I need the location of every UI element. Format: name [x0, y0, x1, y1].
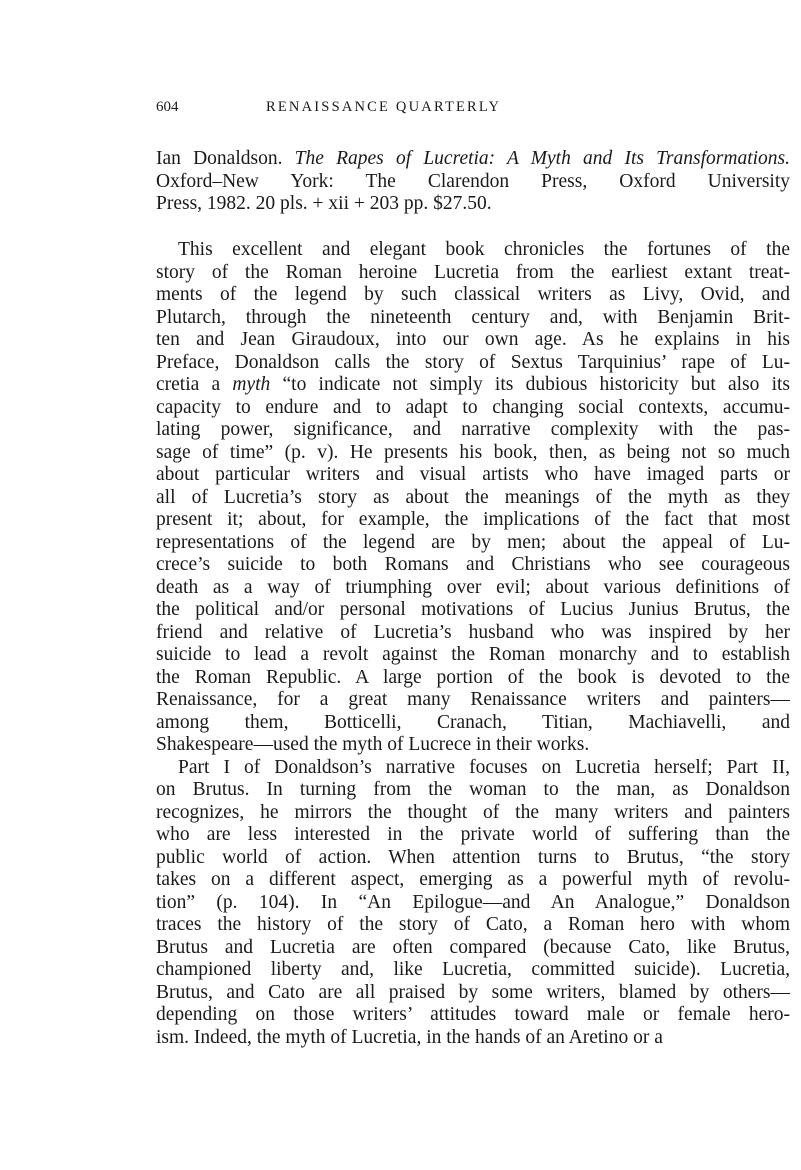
text-line: depending on those writers’ attitudes toward male or female hero- [156, 1004, 790, 1025]
running-title: RENAISSANCE QUARTERLY [266, 99, 502, 115]
text-line: about particular writers and visual artists who have imaged parts or [156, 464, 790, 485]
text-line: This excellent and elegant book chronicles the fortunes of the [178, 239, 790, 260]
text-line: present it; about, for example, the implications of the fact that most [156, 509, 790, 530]
book-citation [156, 148, 790, 216]
text-fragment: “to indicate not simply its dubious historicity but also its [282, 374, 790, 395]
text-line: the Roman Republic. A large portion of the book is devoted to the [156, 666, 790, 688]
text-line: recognizes, he mirrors the thought of the many writers and painters [156, 801, 790, 823]
citation-title: The Rapes of Lucretia: A Myth and Its Transformations. [294, 148, 790, 169]
text-line: Part I of Donaldson’s narrative focuses on Lucretia herself; Part II, [178, 756, 790, 778]
citation-author: Ian Donaldson. [156, 148, 283, 169]
citation-line [156, 148, 790, 171]
text-line: ism. Indeed, the myth of Lucretia, in the hands of an Aretino or a [156, 1026, 663, 1048]
page-number: 604 [156, 99, 179, 115]
text-line: capacity to endure and to adapt to changing social contexts, accumu- [156, 396, 790, 418]
text-line: representations of the legend are by men; about the appeal of Lu- [156, 531, 790, 553]
text-line: all of Lucretia’s story as about the meanings of the myth as they [156, 486, 790, 508]
text-line: story of the Roman heroine Lucretia from the earliest extant treat- [156, 261, 790, 283]
text-line: Shakespeare—used the myth of Lucrece in their works. [156, 734, 590, 755]
citation-line: Oxford–New York: The Clarendon Press, Oxford University [156, 170, 790, 192]
text-line: who are less interested in the private world of suffering than the [156, 824, 790, 845]
text-line: among them, Botticelli, Cranach, Titian, Machiavelli, and [156, 711, 790, 733]
italic-term: myth [232, 374, 271, 395]
text-line: tion” (p. 104). In “An Epilogue—and An Analogue,” Donaldson [156, 891, 790, 913]
text-line: Plutarch, through the nineteenth century and, with Benjamin Brit- [156, 306, 790, 328]
text-line: championed liberty and, like Lucretia, committed suicide). Lucretia, [156, 959, 790, 980]
text-line: Renaissance, for a great many Renaissance writers and painters— [156, 689, 790, 710]
text-line: death as a way of triumphing over evil; about various definitions of [156, 576, 790, 598]
text-line: takes on a different aspect, emerging as a powerful myth of revolu- [156, 869, 790, 890]
text-line: friend and relative of Lucretia’s husband who was inspired by her [156, 621, 790, 643]
text-line: Brutus and Lucretia are often compared (because Cato, like Brutus, [156, 936, 790, 958]
citation-line: Press, 1982. 20 pls. + xii + 203 pp. $27.50. [156, 193, 492, 214]
text-line [156, 374, 790, 397]
text-line: sage of time” (p. v). He presents his book, then, as being not so much [156, 441, 790, 463]
text-line: Brutus, and Cato are all praised by some writers, blamed by others— [156, 981, 790, 1003]
text-line: suicide to lead a revolt against the Roman monarchy and to establish [156, 644, 790, 665]
text-line: Preface, Donaldson calls the story of Sextus Tarquinius’ rape of Lu- [156, 351, 790, 373]
text-line: the political and/or personal motivations of Lucius Junius Brutus, the [156, 599, 790, 620]
text-line: on Brutus. In turning from the woman to the man, as Donaldson [156, 779, 790, 800]
review-body [156, 239, 790, 1049]
text-line: public world of action. When attention turns to Brutus, “the story [156, 846, 790, 868]
text-line: lating power, significance, and narrative complexity with the pas- [156, 419, 790, 440]
text-line: ments of the legend by such classical writers as Livy, Ovid, and [156, 284, 790, 305]
text-line: ten and Jean Giraudoux, into our own age. As he explains in his [156, 329, 790, 350]
text-line: crece’s suicide to both Romans and Christians who see courageous [156, 554, 790, 575]
text-line: traces the history of the story of Cato, a Roman hero with whom [156, 914, 790, 935]
text-fragment: cretia a [156, 374, 221, 395]
